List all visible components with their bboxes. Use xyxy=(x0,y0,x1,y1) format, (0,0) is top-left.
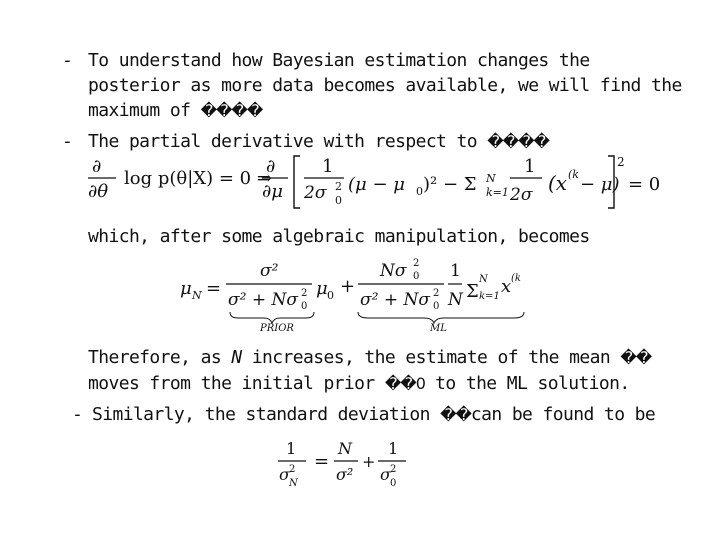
eq1-one-2: 1 xyxy=(524,156,536,177)
eq3-sigma-n-sup: 2 xyxy=(289,464,296,475)
eq2-sum-top: N xyxy=(479,274,488,285)
eq2-equals: = xyxy=(206,278,222,299)
eq2-den1: σ² + Nσ xyxy=(228,290,298,310)
eq1-log-expr: log p(θ|X) = 0 ⇒ xyxy=(124,168,272,189)
bullet-dash-1: - xyxy=(62,50,73,71)
missing-glyph: ��0 xyxy=(384,374,425,393)
eq1-outer-sq: 2 xyxy=(617,155,625,169)
equation-mean-estimate xyxy=(178,254,538,334)
bullet-3-pre: Similarly, the standard deviation xyxy=(92,404,441,425)
bullet-1-line-3-text: maximum of xyxy=(88,100,201,121)
eq2-mu0-sub: 0 xyxy=(327,289,334,302)
bullet-1-line-3 xyxy=(88,100,262,122)
eq2-mu0: μ xyxy=(316,278,328,299)
eq1-mu0-sub: 0 xyxy=(416,185,423,198)
eq2-label-ml: ML xyxy=(430,323,447,334)
eq3-sigma-n: σ xyxy=(279,465,290,484)
eq2-sigma2: σ² xyxy=(260,261,279,281)
eq1-two-sigma: 2σ xyxy=(510,185,533,205)
eq2-den1-sub: 0 xyxy=(301,301,308,312)
equation-variance xyxy=(276,434,426,494)
eq2-mu-n: μ xyxy=(180,278,192,299)
eq2-x-sup: (k xyxy=(511,273,521,284)
therefore-pre: Therefore, as xyxy=(88,347,232,368)
eq2-N: N xyxy=(448,290,463,310)
missing-glyph: ���� xyxy=(487,132,549,151)
bullet-dash-3: - xyxy=(72,404,83,425)
eq1-partial-2: ∂ xyxy=(266,156,276,177)
eq2-num2-sub: 0 xyxy=(413,271,420,282)
eq2-one: 1 xyxy=(450,261,461,281)
eq2-num2: Nσ xyxy=(380,261,407,281)
bullet-3-post: can be found to be xyxy=(470,404,656,425)
eq3-plus: + xyxy=(362,452,376,471)
therefore-post: increases, the estimate of the mean xyxy=(241,347,621,368)
eq2-sum: Σ xyxy=(466,281,479,302)
eq1-sum-bottom: k=1 xyxy=(486,186,509,199)
bullet-3-line xyxy=(92,404,655,426)
moves-line xyxy=(88,373,630,395)
therefore-N: N xyxy=(231,347,242,368)
eq2-den2-sub: 0 xyxy=(433,301,440,312)
eq1-dmu: ∂μ xyxy=(262,181,284,202)
eq1-two-sigma0-sup: 2 xyxy=(335,180,342,193)
eq2-den2-sup: 2 xyxy=(433,288,440,299)
eq2-num2-sup: 2 xyxy=(413,258,420,269)
eq1-minus-mu: − μ) xyxy=(580,174,620,195)
eq1-x-term: (x xyxy=(548,171,568,195)
eq3-sigma-n-sub: N xyxy=(289,478,298,489)
eq1-partial: ∂ xyxy=(92,156,102,177)
missing-glyph: ���� xyxy=(200,101,263,120)
equation-partial-derivative xyxy=(86,150,661,214)
eq2-mu-n-sub: N xyxy=(192,289,202,302)
moves-pre: moves from the initial prior xyxy=(88,373,385,394)
eq3-sigma0-sup: 2 xyxy=(390,464,397,475)
bullet-dash-2: - xyxy=(62,131,73,152)
missing-glyph: �� xyxy=(440,405,471,424)
eq2-x: x xyxy=(501,276,512,297)
eq1-two-sigma0: 2σ xyxy=(304,183,327,203)
eq1-dtheta: ∂θ xyxy=(88,181,109,202)
eq3-sigma0-sub: 0 xyxy=(390,478,397,489)
eq2-plus: + xyxy=(340,276,356,297)
which-line: which, after some algebraic manipulation, becomes xyxy=(88,226,590,247)
moves-post: to the ML solution. xyxy=(435,373,630,394)
eq2-label-prior: PRIOR xyxy=(260,323,294,334)
eq2-den1-sup: 2 xyxy=(301,288,308,299)
eq3-N: N xyxy=(338,439,352,458)
bullet-1-line-1: To understand how Bayesian estimation changes the xyxy=(88,50,590,71)
eq1-sum-top: N xyxy=(486,172,496,185)
bullet-1-line-2: posterior as more data becomes available, we will find the xyxy=(88,75,682,96)
eq3-sigma0: σ xyxy=(380,465,391,484)
eq3-one-2: 1 xyxy=(388,439,399,458)
eq1-close-sq: )² − Σ xyxy=(423,174,477,195)
eq3-equals: = xyxy=(314,451,330,472)
eq1-mu-minus-mu0: (μ − μ xyxy=(348,174,405,195)
missing-glyph: �� xyxy=(620,348,652,367)
therefore-line xyxy=(88,347,651,369)
eq2-sum-bottom: k=1 xyxy=(479,291,500,302)
eq1-x-sup: (k xyxy=(568,168,579,181)
eq1-two-sigma0-sub: 0 xyxy=(335,194,342,207)
bullet-2-text: The partial derivative with respect to xyxy=(88,131,488,152)
eq1-eq-zero: = 0 xyxy=(628,174,661,195)
eq2-den2: σ² + Nσ xyxy=(360,290,430,310)
eq3-one: 1 xyxy=(286,439,297,458)
eq3-sigma2: σ² xyxy=(336,465,354,484)
eq1-one: 1 xyxy=(322,156,334,177)
